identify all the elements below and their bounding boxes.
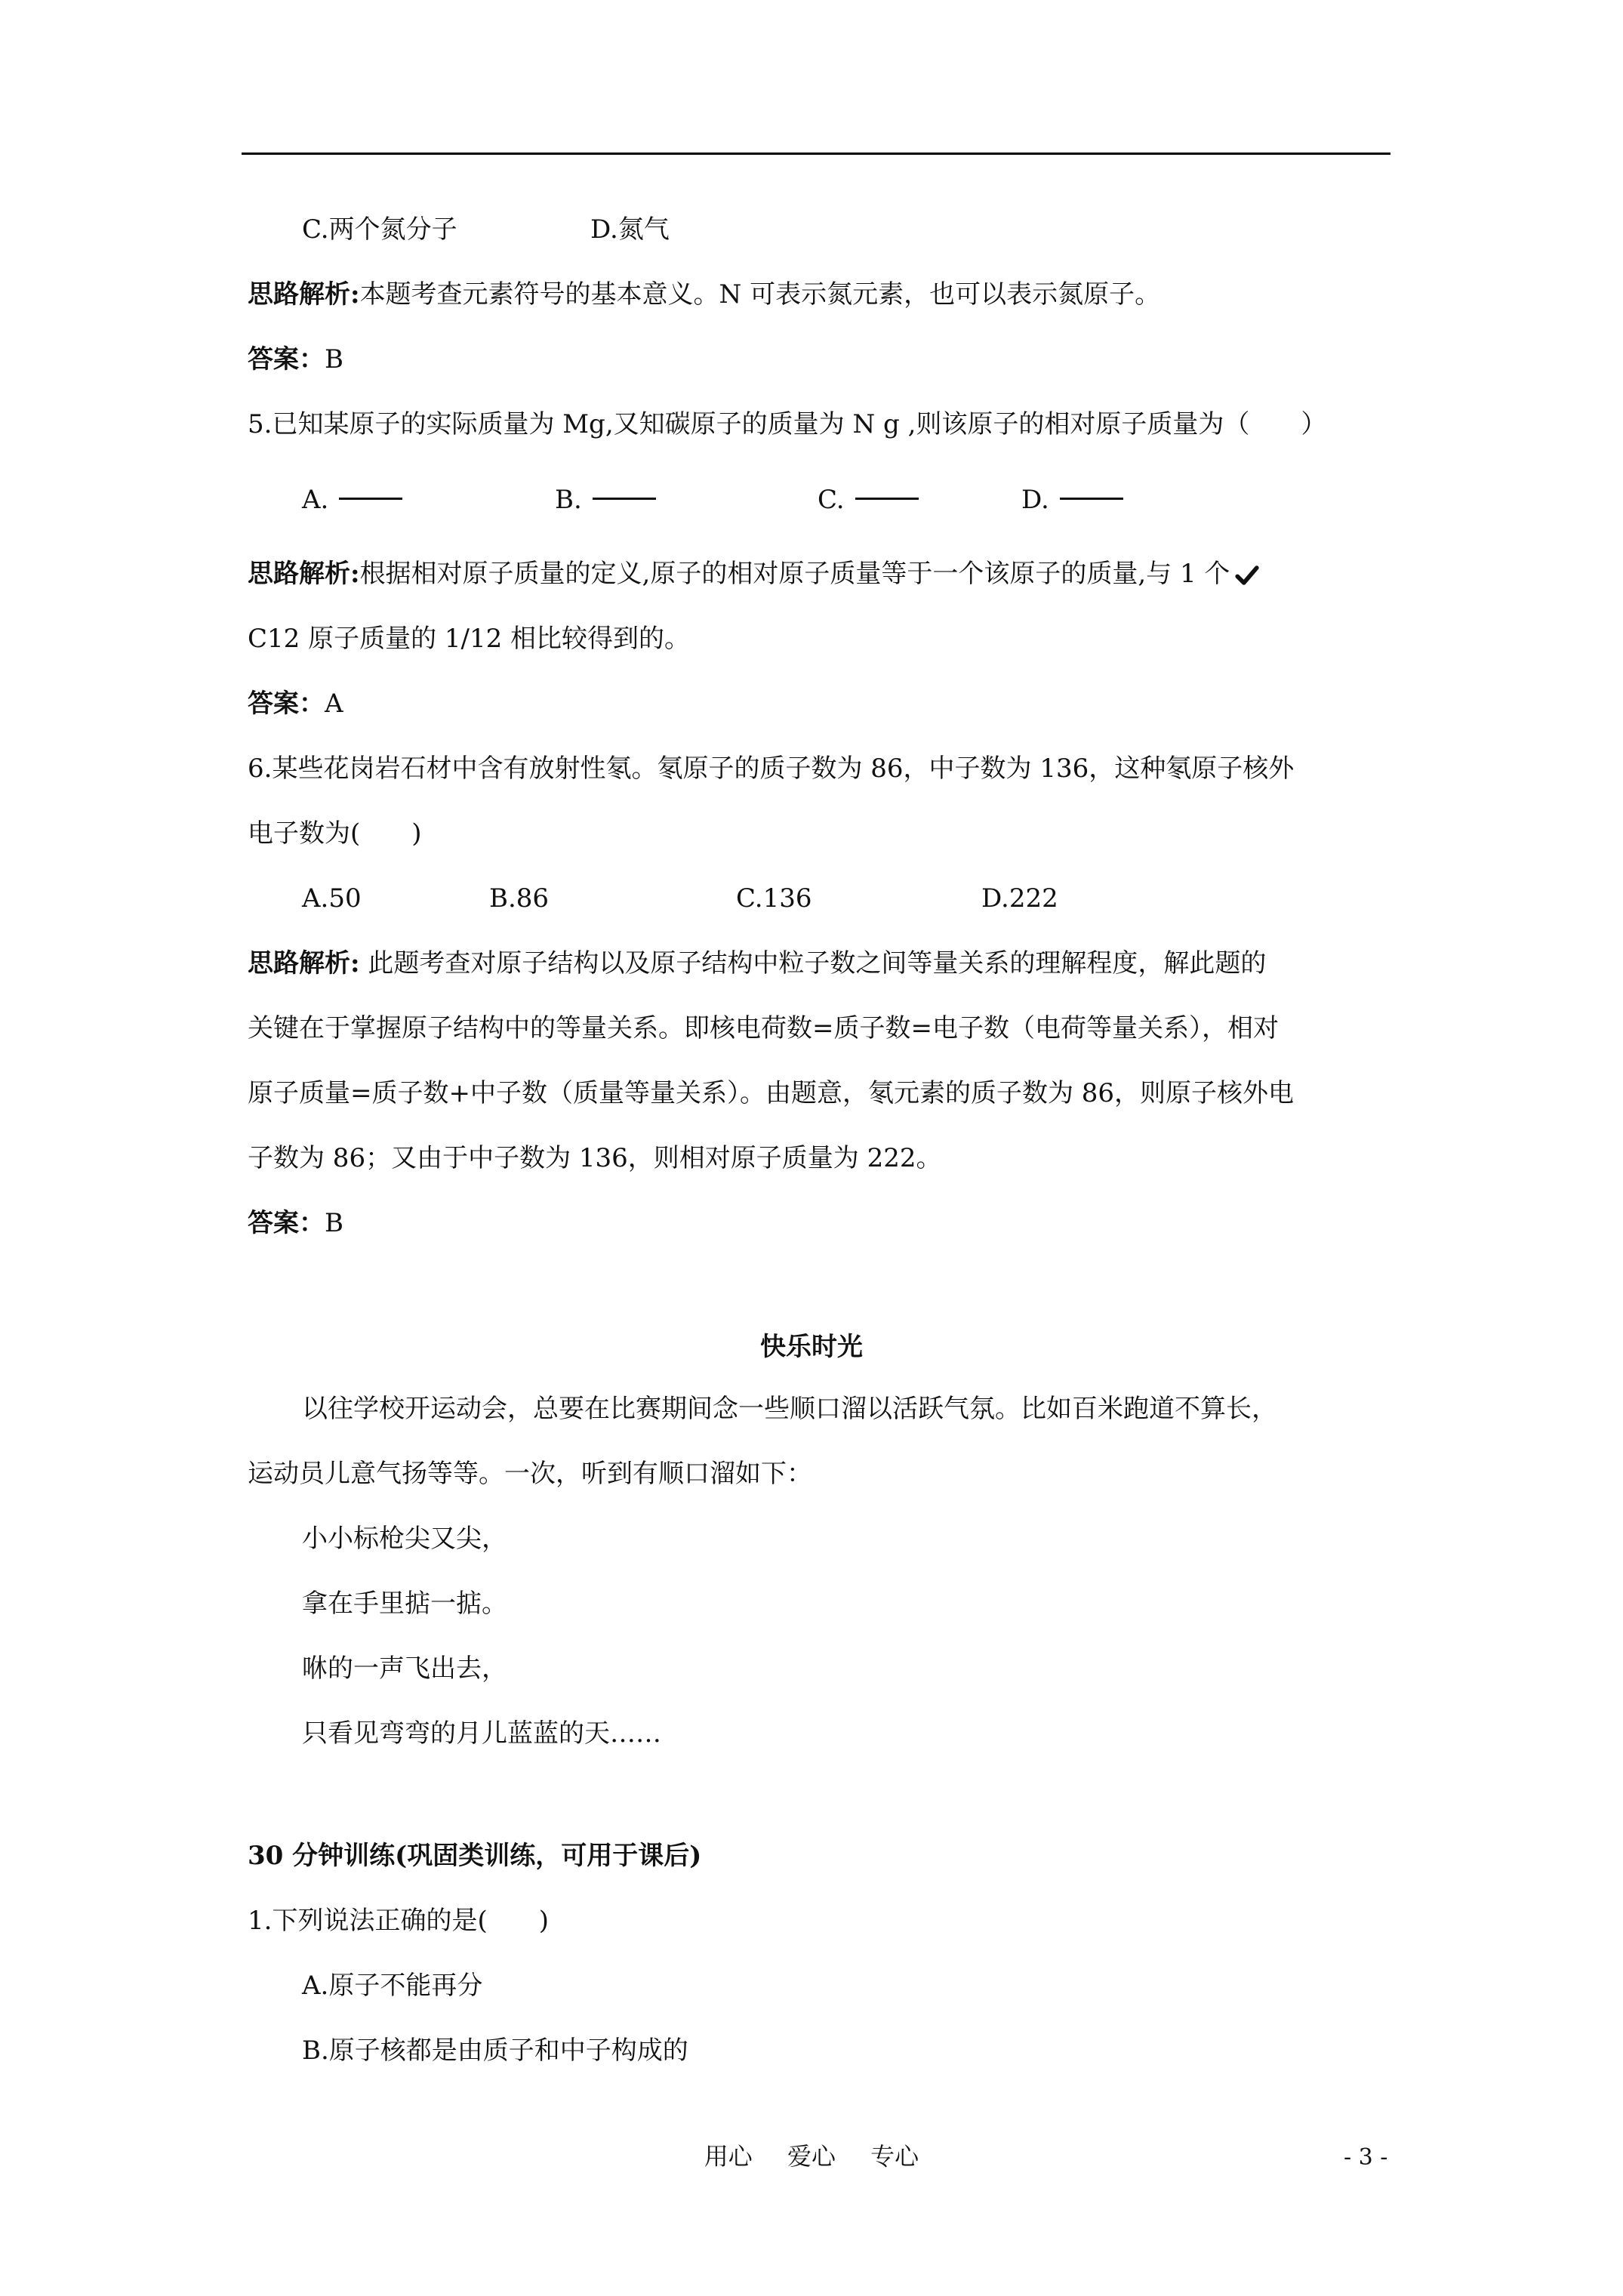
analysis-label: 思路解析: (248, 559, 360, 589)
q4-answer (248, 343, 343, 376)
footer-word-3: 专心 (870, 2142, 919, 2171)
section-q1-stem: 1.下列说法正确的是( ) (248, 1906, 549, 1936)
q5-option-d (1021, 483, 1123, 516)
q5-stem: 5.已知某原子的实际质量为 Mg,又知碳原子的质量为 N g ,则该原子的相对原子质量为（ ） (248, 409, 1327, 439)
option-label: D. (1021, 485, 1049, 515)
q6-stem-line1: 6.某些花岗岩石材中含有放射性氡。氡原子的质子数为 86，中子数为 136，这种氡原子核外 (248, 754, 1295, 784)
q6-option-a: A.50 (302, 883, 362, 914)
answer-value: B (325, 1208, 343, 1238)
analysis-text: 根据相对原子质量的定义,原子的相对原子质量等于一个该原子的质量,与 1 个 (359, 559, 1230, 589)
fraction-blank (593, 498, 656, 500)
happy-time-para-line2: 运动员儿意气扬等等。一次，听到有顺口溜如下： (248, 1459, 812, 1489)
happy-time-para-line1: 以往学校开运动会，总要在比赛期间念一些顺口溜以活跃气氛。比如百米跑道不算长， (302, 1394, 1277, 1424)
q6-analysis-line1 (248, 947, 1266, 980)
footer-word-1: 用心 (704, 2142, 753, 2171)
section-title: 30 分钟训练(巩固类训练，可用于课后) (248, 1841, 702, 1871)
poem-line-2: 拿在手里掂一掂。 (302, 1589, 507, 1619)
q5-option-c (818, 483, 919, 516)
answer-label: 答案： (248, 1208, 325, 1238)
q6-analysis-line4: 子数为 86；又由于中子数为 136，则相对原子质量为 222。 (248, 1143, 942, 1173)
q5-answer (248, 687, 343, 720)
poem-line-3: 咻的一声飞出去， (302, 1653, 507, 1684)
q6-answer (248, 1207, 343, 1240)
q6-stem-line2: 电子数为( ) (248, 818, 422, 849)
q5-option-a (302, 483, 402, 516)
q4-analysis (248, 278, 1160, 311)
poem-line-4: 只看见弯弯的月儿蓝蓝的天…… (302, 1718, 661, 1749)
answer-label: 答案： (248, 689, 325, 719)
analysis-text: 此题考查对原子结构以及原子结构中粒子数之间等量关系的理解程度，解此题的 (359, 948, 1267, 978)
fraction-blank (1060, 498, 1123, 500)
page-number: - 3 - (1344, 2144, 1388, 2171)
q5-analysis-line1 (248, 557, 1260, 590)
q6-analysis-line2: 关键在于掌握原子结构中的等量关系。即核电荷数=质子数=电子数（电荷等量关系），相对 (248, 1013, 1279, 1043)
q6-option-b: B.86 (489, 883, 550, 914)
section-q1-option-b: B.原子核都是由质子和中子构成的 (302, 2036, 688, 2066)
section-q1-option-a: A.原子不能再分 (302, 1971, 483, 2001)
fraction-blank (855, 498, 919, 500)
q4-option-d: D.氮气 (590, 214, 670, 245)
analysis-label: 思路解析: (248, 279, 360, 310)
q5-option-b (555, 483, 656, 516)
analysis-label: 思路解析: (248, 948, 360, 978)
poem-line-1: 小小标枪尖又尖， (302, 1524, 507, 1554)
option-label: A. (302, 485, 329, 515)
check-icon (1234, 562, 1260, 588)
answer-value: B (325, 344, 343, 374)
footer-word-2: 爱心 (787, 2142, 836, 2171)
header-rule (242, 153, 1390, 155)
analysis-text: 本题考查元素符号的基本意义。N 可表示氮元素，也可以表示氮原子。 (359, 279, 1161, 310)
option-label: B. (555, 485, 582, 515)
q6-option-c: C.136 (736, 883, 812, 914)
q5-analysis-line2: C12 原子质量的 1/12 相比较得到的。 (248, 624, 691, 654)
happy-time-title: 快乐时光 (760, 1332, 863, 1362)
answer-value: A (325, 689, 343, 719)
fraction-blank (339, 498, 402, 500)
answer-label: 答案： (248, 344, 325, 374)
q6-option-d: D.222 (981, 883, 1058, 914)
q6-analysis-line3: 原子质量=质子数+中子数（质量等量关系）。由题意，氡元素的质子数为 86，则原子核外电 (248, 1078, 1295, 1108)
q4-option-c: C.两个氮分子 (302, 214, 457, 245)
option-label: C. (818, 485, 845, 515)
